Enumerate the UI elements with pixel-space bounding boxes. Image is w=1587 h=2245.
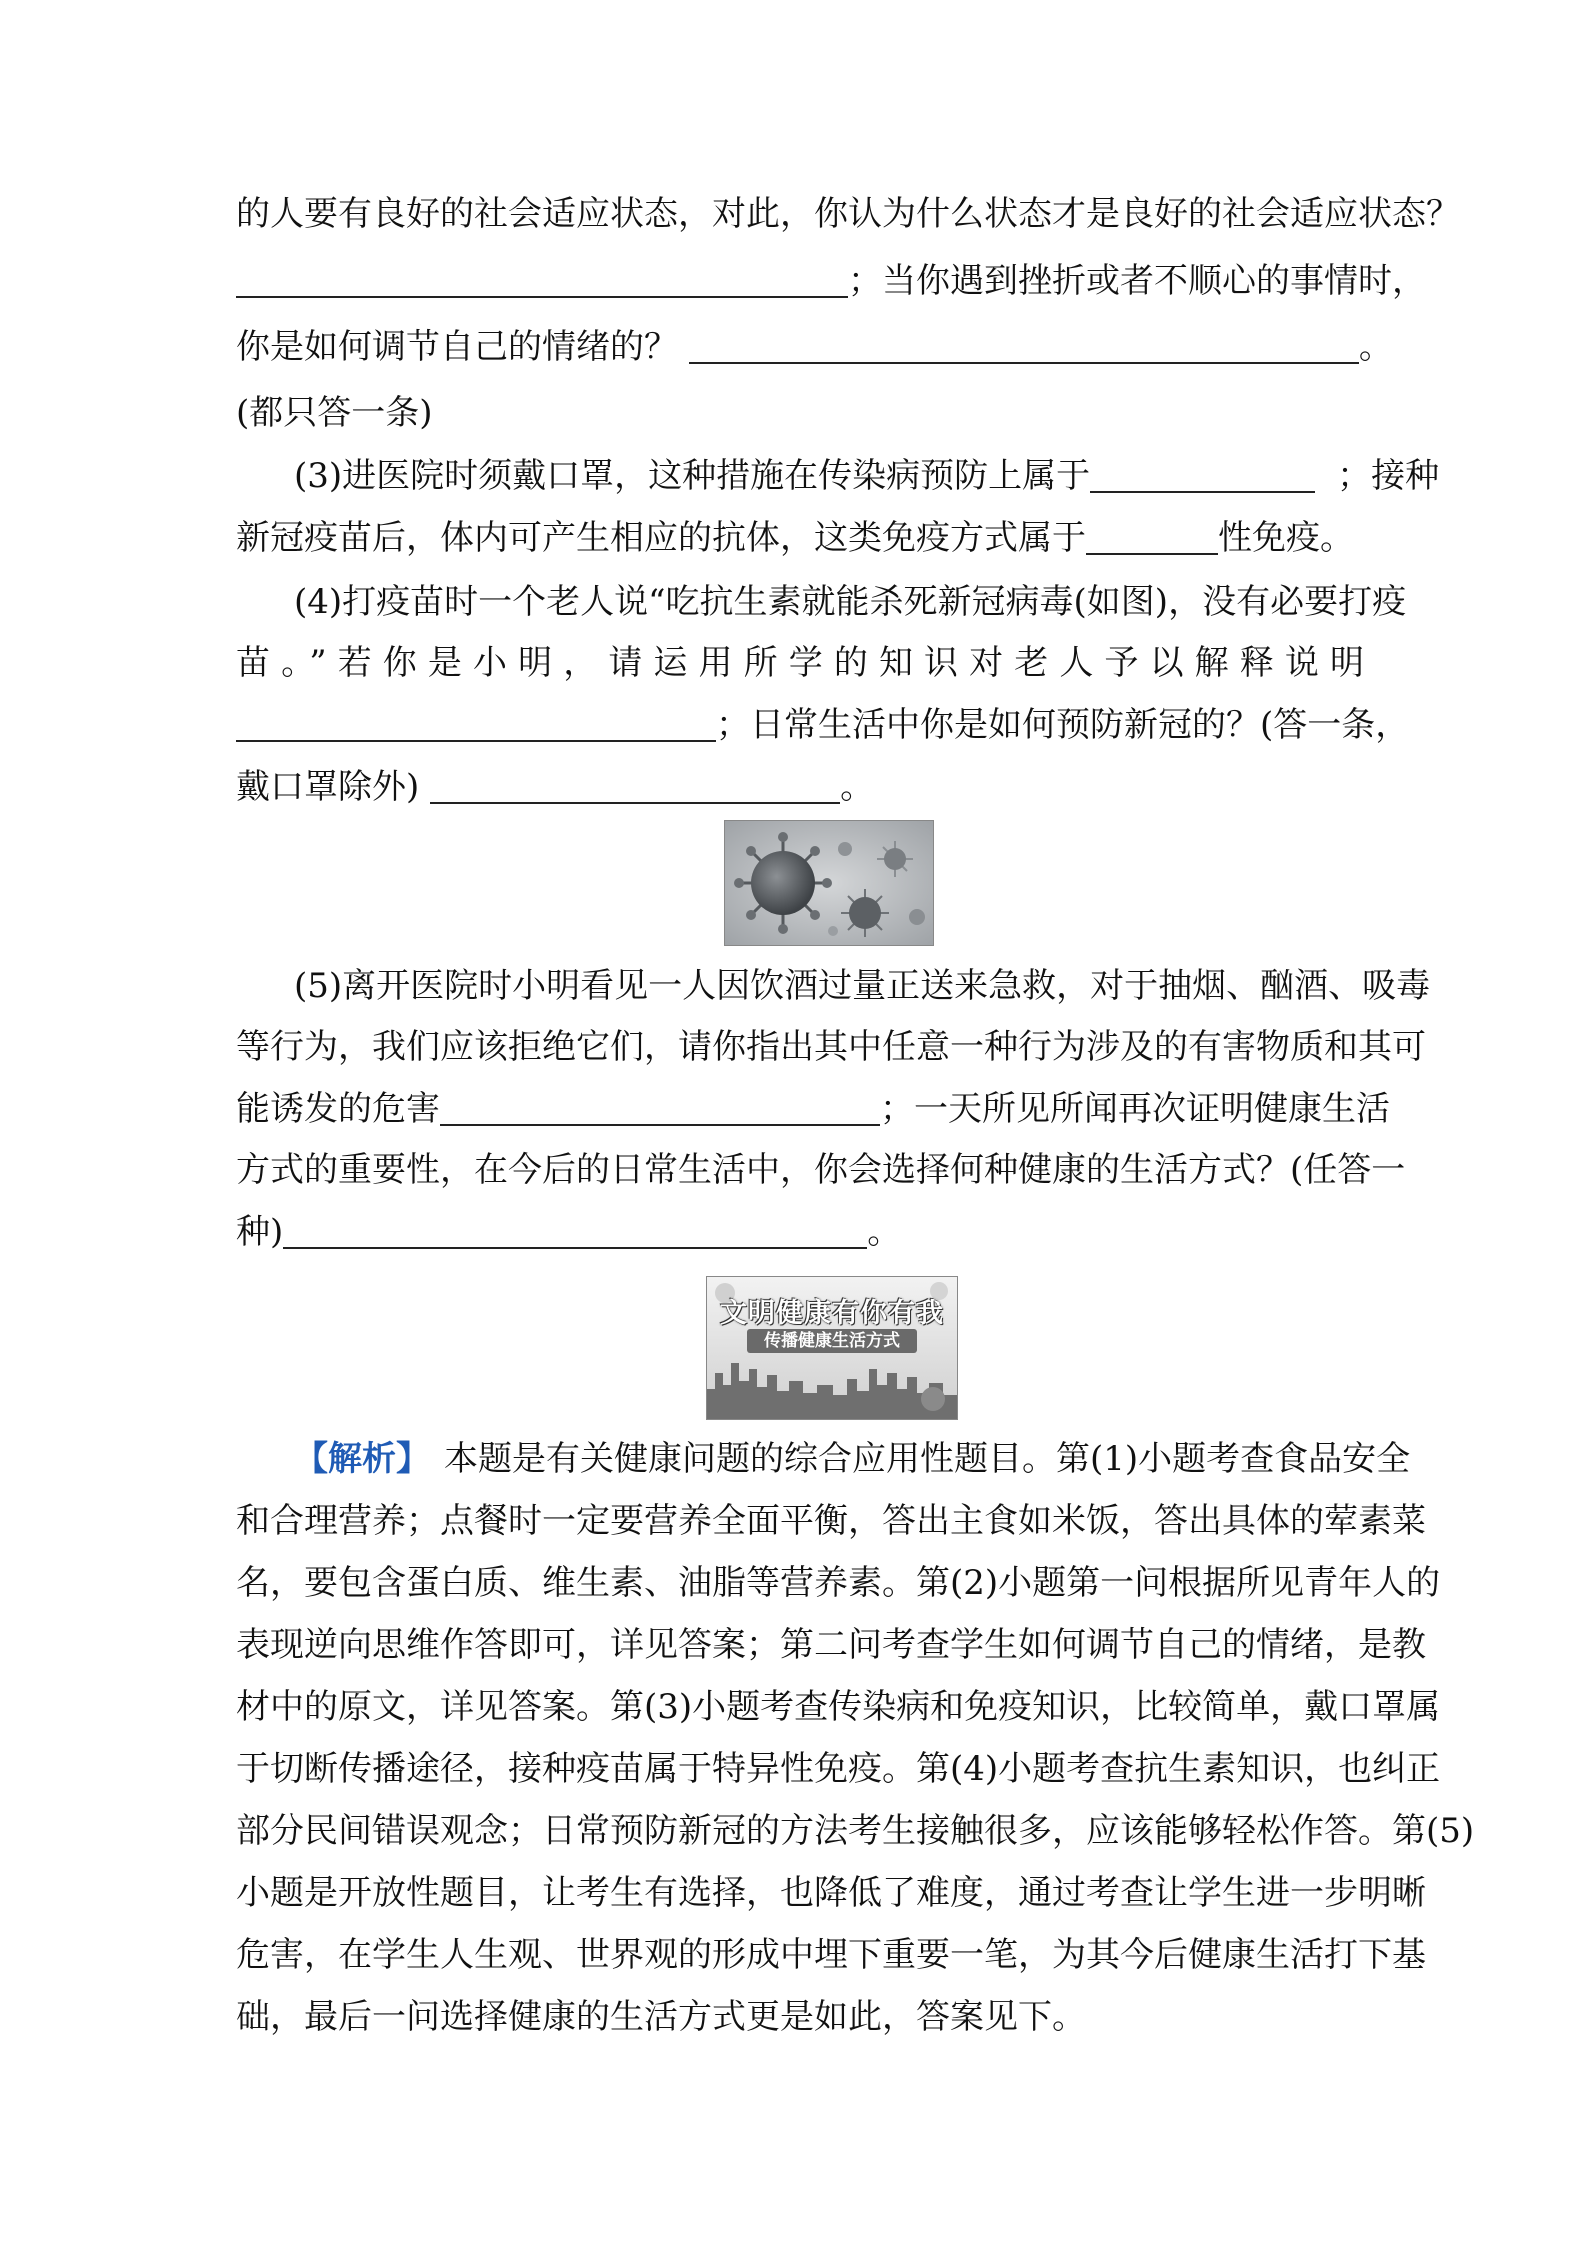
text-run: 危害，在学生人生观、世界观的形成中埋下重要一笔，为其今后健康生活打下基 <box>236 1935 1426 1975</box>
poster-title: 文明健康有你有我 <box>720 1298 944 1329</box>
text-run: 等行为，我们应该拒绝它们，请你指出其中任意一种行为涉及的有害物质和其可 <box>236 1027 1426 1067</box>
text-run: (3)进医院时须戴口罩，这种措施在传染病预防上属于 <box>294 456 1091 496</box>
answer-blank <box>236 258 848 298</box>
answer-blank <box>1086 515 1218 555</box>
analysis-line <box>236 1801 1475 1861</box>
analysis-line <box>236 1677 1441 1737</box>
analysis-line <box>236 1491 1426 1551</box>
text-run: 种) <box>236 1212 284 1252</box>
text-line <box>236 383 1364 443</box>
text-line <box>236 695 1410 755</box>
text-run: ；一天所见所闻再次证明健康生活 <box>880 1089 1390 1129</box>
text-run: 新冠疫苗后，体内可产生相应的抗体，这类免疫方式属于 <box>236 518 1086 558</box>
analysis-line <box>236 1925 1426 1985</box>
answer-blank <box>440 1086 880 1126</box>
analysis-line <box>236 1739 1441 1799</box>
text-run: 戴口罩除外) <box>236 767 420 807</box>
text-run: 性免疫。 <box>1218 518 1354 558</box>
text-line <box>236 1202 1364 1262</box>
text-run: 方式的重要性，在今后的日常生活中，你会选择何种健康的生活方式？(任答一 <box>236 1150 1406 1190</box>
text-run: 材中的原文，详见答案。第(3)小题考查传染病和免疫知识，比较简单，戴口罩属 <box>236 1687 1441 1727</box>
virus-image <box>724 820 934 946</box>
text-run: 。 <box>1358 327 1393 367</box>
answer-blank <box>1090 453 1315 493</box>
analysis-line <box>236 1863 1426 1923</box>
text-line <box>236 184 1460 244</box>
text-run: 小题是开放性题目，让考生有选择，也降低了难度，通过考查让学生进一步明晰 <box>236 1873 1426 1913</box>
analysis-line <box>236 1615 1426 1675</box>
text-run: (5)离开医院时小明看见一人因饮酒过量正送来急救，对于抽烟、酗酒、吸毒 <box>294 966 1431 1006</box>
text-line <box>236 1017 1426 1077</box>
text-run: (都只答一条) <box>236 393 433 433</box>
text-run: ；日常生活中你是如何预防新冠的？(答一条， <box>716 705 1410 745</box>
answer-blank <box>236 702 716 742</box>
text-line <box>236 317 1393 377</box>
text-run: 本题是有关健康问题的综合应用性题目。第(1)小题考查食品安全 <box>444 1439 1411 1479</box>
analysis-line <box>236 1987 1364 2047</box>
analysis-label: 【解析】 <box>294 1439 430 1479</box>
text-run: ；当你遇到挫折或者不顺心的事情时， <box>848 261 1426 301</box>
text-run: 。 <box>867 1212 902 1252</box>
text-run: 础，最后一问选择健康的生活方式更是如此，答案见下。 <box>236 1997 1086 2037</box>
text-run: 的人要有良好的社会适应状态，对此，你认为什么状态才是良好的社会适应状态？ <box>236 194 1460 234</box>
analysis-line <box>236 1553 1441 1613</box>
answer-blank <box>430 764 840 804</box>
text-run: 部分民间错误观念；日常预防新冠的方法考生接触很多，应该能够轻松作答。第(5) <box>236 1811 1475 1851</box>
text-line <box>236 1140 1406 1200</box>
text-run: 和合理营养；点餐时一定要营养全面平衡，答出主食如米饭，答出具体的荤素菜 <box>236 1501 1426 1541</box>
text-run: 于切断传播途径，接种疫苗属于特异性免疫。第(4)小题考查抗生素知识，也纠正 <box>236 1749 1441 1789</box>
virus-icon <box>725 821 933 945</box>
text-line <box>236 508 1364 568</box>
answer-blank <box>689 324 1359 364</box>
health-poster-image <box>706 1276 958 1420</box>
text-line <box>236 757 1364 817</box>
answer-blank <box>283 1209 867 1249</box>
text-line <box>236 251 1426 311</box>
text-run: 能诱发的危害 <box>236 1089 440 1129</box>
question-5-line <box>294 956 1431 1016</box>
text-run: 名，要包含蛋白质、维生素、油脂等营养素。第(2)小题第一问根据所见青年人的 <box>236 1563 1441 1603</box>
text-run: 你是如何调节自己的情绪的？ <box>236 327 678 367</box>
poster-subtitle: 传播健康生活方式 <box>747 1329 917 1353</box>
text-run: 苗。”若你是小明，请运用所学的知识对老人予以解释说明 <box>236 643 1364 683</box>
text-run: (4)打疫苗时一个老人说“吃抗生素就能杀死新冠病毒(如图)，没有必要打疫 <box>294 582 1407 622</box>
question-3-line <box>294 446 1440 506</box>
text-line <box>236 633 1364 693</box>
text-run: 。 <box>840 767 875 807</box>
question-4-line <box>294 572 1407 632</box>
analysis-line <box>294 1429 1411 1489</box>
text-line <box>236 1079 1390 1139</box>
text-run: 表现逆向思维作答即可，详见答案；第二问考查学生如何调节自己的情绪，是教 <box>236 1625 1426 1665</box>
text-run: ；接种 <box>1337 456 1440 496</box>
